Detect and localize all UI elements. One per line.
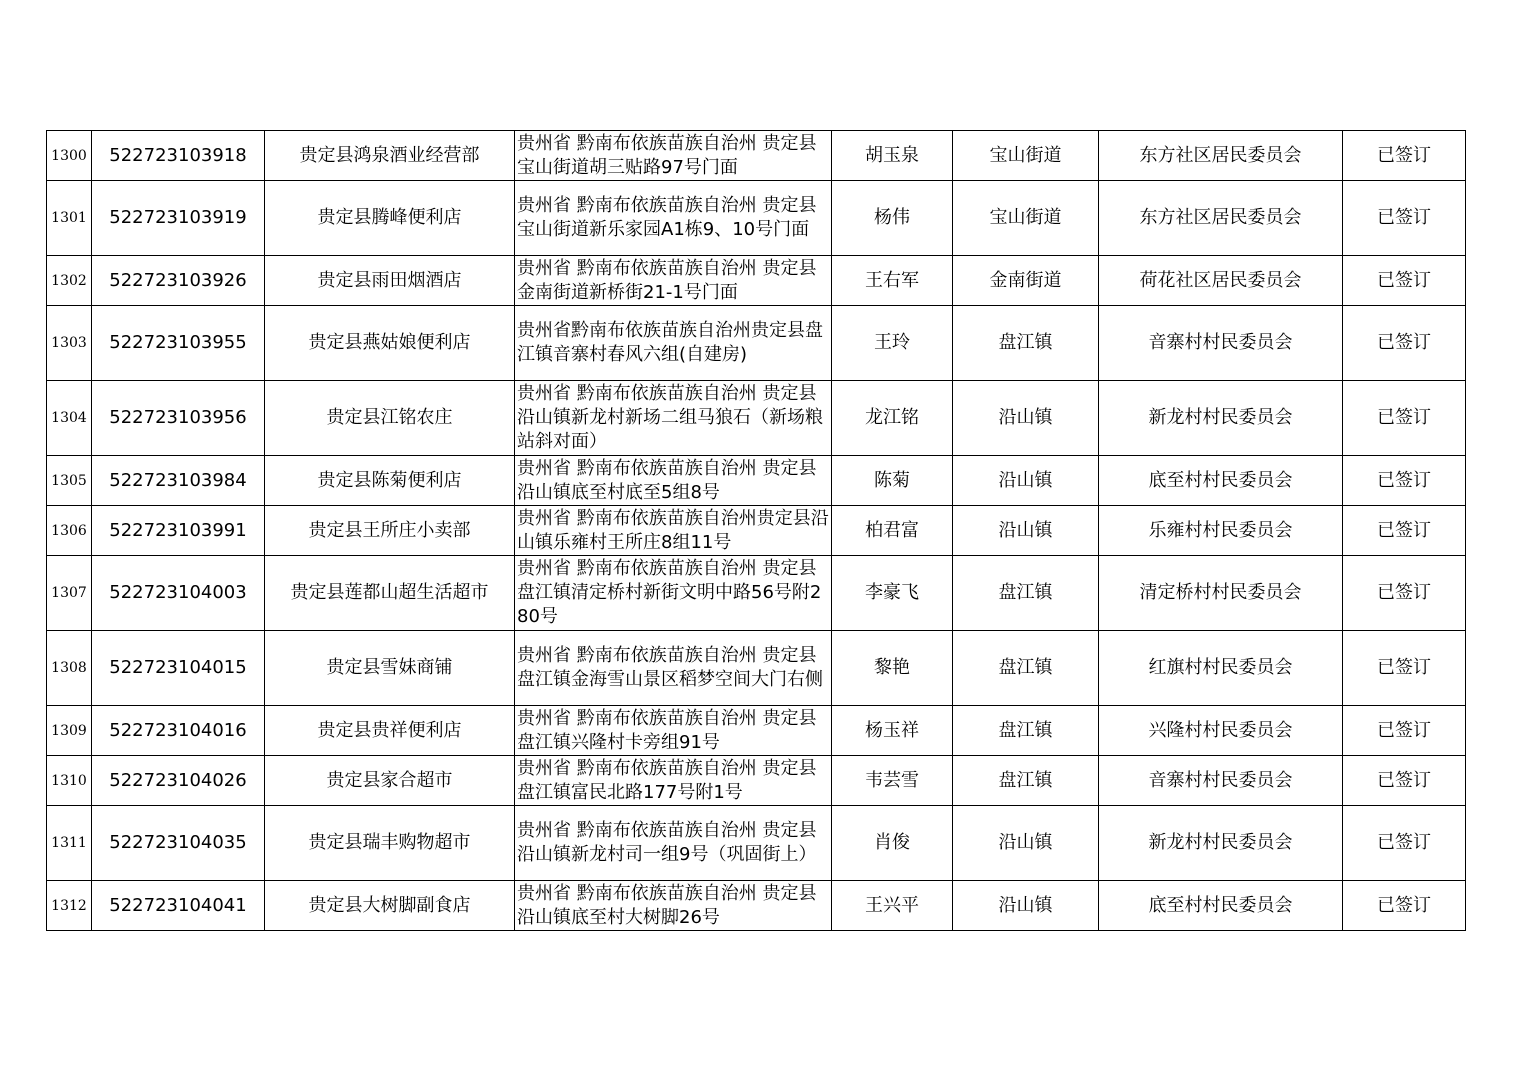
person-name: 王玲 [832, 306, 953, 381]
table-row [47, 706, 1466, 756]
table-row [47, 256, 1466, 306]
store-address: 贵州省 黔南布依族苗族自治州 贵定县沿山镇新龙村新场二组马狼石（新场粮站斜对面） [515, 381, 832, 456]
table-row [47, 381, 1466, 456]
store-address: 贵州省 黔南布依族苗族自治州 贵定县盘江镇富民北路177号附1号 [515, 756, 832, 806]
committee-name: 荷花社区居民委员会 [1099, 256, 1343, 306]
town-name: 宝山街道 [953, 131, 1099, 181]
table-row [47, 456, 1466, 506]
sign-status: 已签订 [1343, 306, 1466, 381]
person-name: 李豪飞 [832, 556, 953, 631]
committee-name: 新龙村村民委员会 [1099, 806, 1343, 881]
town-name: 盘江镇 [953, 631, 1099, 706]
store-address: 贵州省 黔南布依族苗族自治州 贵定县宝山街道新乐家园A1栋9、10号门面 [515, 181, 832, 256]
committee-name: 底至村村民委员会 [1099, 881, 1343, 931]
row-number: 1307 [47, 556, 92, 631]
row-number: 1308 [47, 631, 92, 706]
store-address: 贵州省 黔南布依族苗族自治州 贵定县金南街道新桥街21-1号门面 [515, 256, 832, 306]
committee-name: 东方社区居民委员会 [1099, 181, 1343, 256]
store-address: 贵州省 黔南布依族苗族自治州 贵定县沿山镇底至村大树脚26号 [515, 881, 832, 931]
store-name: 贵定县莲都山超生活超市 [265, 556, 515, 631]
sign-status: 已签订 [1343, 756, 1466, 806]
unit-code: 522723103955 [92, 306, 265, 381]
person-name: 王右军 [832, 256, 953, 306]
store-address: 贵州省 黔南布依族苗族自治州贵定县沿山镇乐雍村王所庄8组11号 [515, 506, 832, 556]
store-address: 贵州省 黔南布依族苗族自治州 贵定县沿山镇新龙村司一组9号（巩固街上） [515, 806, 832, 881]
town-name: 盘江镇 [953, 306, 1099, 381]
unit-code: 522723104015 [92, 631, 265, 706]
row-number: 1300 [47, 131, 92, 181]
row-number: 1303 [47, 306, 92, 381]
store-address: 贵州省 黔南布依族苗族自治州 贵定县盘江镇清定桥村新街文明中路56号附280号 [515, 556, 832, 631]
town-name: 盘江镇 [953, 756, 1099, 806]
row-number: 1310 [47, 756, 92, 806]
unit-code: 522723104026 [92, 756, 265, 806]
sign-status: 已签订 [1343, 506, 1466, 556]
committee-name: 红旗村村民委员会 [1099, 631, 1343, 706]
committee-name: 新龙村村民委员会 [1099, 381, 1343, 456]
unit-code: 522723103991 [92, 506, 265, 556]
town-name: 沿山镇 [953, 881, 1099, 931]
row-number: 1311 [47, 806, 92, 881]
town-name: 沿山镇 [953, 456, 1099, 506]
unit-code: 522723103984 [92, 456, 265, 506]
store-address: 贵州省 黔南布依族苗族自治州 贵定县盘江镇兴隆村卡旁组91号 [515, 706, 832, 756]
store-name: 贵定县贵祥便利店 [265, 706, 515, 756]
person-name: 龙江铭 [832, 381, 953, 456]
unit-code: 522723103918 [92, 131, 265, 181]
store-name: 贵定县江铭农庄 [265, 381, 515, 456]
store-name: 贵定县雨田烟酒店 [265, 256, 515, 306]
town-name: 沿山镇 [953, 506, 1099, 556]
store-address: 贵州省黔南布依族苗族自治州贵定县盘江镇音寨村春风六组(自建房) [515, 306, 832, 381]
person-name: 杨玉祥 [832, 706, 953, 756]
sign-status: 已签订 [1343, 631, 1466, 706]
table-row [47, 806, 1466, 881]
store-address: 贵州省 黔南布依族苗族自治州 贵定县盘江镇金海雪山景区稻梦空间大门右侧 [515, 631, 832, 706]
committee-name: 乐雍村村民委员会 [1099, 506, 1343, 556]
person-name: 陈菊 [832, 456, 953, 506]
row-number: 1309 [47, 706, 92, 756]
table-row [47, 306, 1466, 381]
unit-code: 522723103919 [92, 181, 265, 256]
person-name: 黎艳 [832, 631, 953, 706]
sign-status: 已签订 [1343, 881, 1466, 931]
store-name: 贵定县家合超市 [265, 756, 515, 806]
table-row [47, 506, 1466, 556]
store-name: 贵定县大树脚副食店 [265, 881, 515, 931]
person-name: 肖俊 [832, 806, 953, 881]
town-name: 宝山街道 [953, 181, 1099, 256]
store-name: 贵定县腾峰便利店 [265, 181, 515, 256]
row-number: 1302 [47, 256, 92, 306]
person-name: 王兴平 [832, 881, 953, 931]
unit-code: 522723104003 [92, 556, 265, 631]
unit-code: 522723104041 [92, 881, 265, 931]
town-name: 沿山镇 [953, 381, 1099, 456]
sign-status: 已签订 [1343, 806, 1466, 881]
row-number: 1304 [47, 381, 92, 456]
sign-status: 已签订 [1343, 131, 1466, 181]
committee-name: 东方社区居民委员会 [1099, 131, 1343, 181]
town-name: 盘江镇 [953, 556, 1099, 631]
store-name: 贵定县王所庄小卖部 [265, 506, 515, 556]
unit-code: 522723104016 [92, 706, 265, 756]
committee-name: 音寨村村民委员会 [1099, 306, 1343, 381]
committee-name: 兴隆村村民委员会 [1099, 706, 1343, 756]
row-number: 1306 [47, 506, 92, 556]
sign-status: 已签订 [1343, 256, 1466, 306]
unit-code: 522723103926 [92, 256, 265, 306]
store-name: 贵定县陈菊便利店 [265, 456, 515, 506]
store-name: 贵定县鸿泉酒业经营部 [265, 131, 515, 181]
row-number: 1305 [47, 456, 92, 506]
town-name: 盘江镇 [953, 706, 1099, 756]
person-name: 韦芸雪 [832, 756, 953, 806]
store-address: 贵州省 黔南布依族苗族自治州 贵定县沿山镇底至村底至5组8号 [515, 456, 832, 506]
committee-name: 清定桥村村民委员会 [1099, 556, 1343, 631]
sign-status: 已签订 [1343, 706, 1466, 756]
table-row [47, 181, 1466, 256]
store-registry-table [46, 130, 1466, 931]
person-name: 柏君富 [832, 506, 953, 556]
sign-status: 已签订 [1343, 381, 1466, 456]
committee-name: 底至村村民委员会 [1099, 456, 1343, 506]
store-name: 贵定县燕姑娘便利店 [265, 306, 515, 381]
table-row [47, 756, 1466, 806]
row-number: 1301 [47, 181, 92, 256]
store-name: 贵定县瑞丰购物超市 [265, 806, 515, 881]
store-name: 贵定县雪妹商铺 [265, 631, 515, 706]
town-name: 沿山镇 [953, 806, 1099, 881]
person-name: 杨伟 [832, 181, 953, 256]
committee-name: 音寨村村民委员会 [1099, 756, 1343, 806]
unit-code: 522723103956 [92, 381, 265, 456]
person-name: 胡玉泉 [832, 131, 953, 181]
sign-status: 已签订 [1343, 556, 1466, 631]
sign-status: 已签订 [1343, 456, 1466, 506]
table-row [47, 631, 1466, 706]
store-address: 贵州省 黔南布依族苗族自治州 贵定县宝山街道胡三贴路97号门面 [515, 131, 832, 181]
sign-status: 已签订 [1343, 181, 1466, 256]
unit-code: 522723104035 [92, 806, 265, 881]
row-number: 1312 [47, 881, 92, 931]
table-row [47, 881, 1466, 931]
table-row [47, 131, 1466, 181]
town-name: 金南街道 [953, 256, 1099, 306]
table-row [47, 556, 1466, 631]
